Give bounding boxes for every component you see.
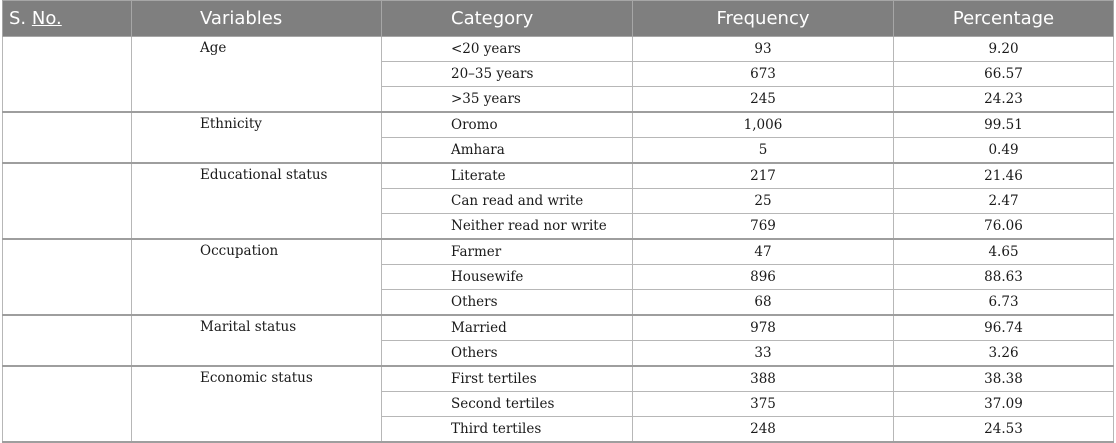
category-cell: Farmer <box>382 239 633 265</box>
frequency-cell: 68 <box>633 290 894 316</box>
frequency-cell: 248 <box>633 417 894 443</box>
table-row <box>3 37 1114 62</box>
header-row <box>3 1 1114 37</box>
table-body <box>3 37 1114 443</box>
category-cell: Neither read nor write <box>382 214 633 240</box>
category-cell: Literate <box>382 163 633 189</box>
header-category: Category <box>382 1 633 37</box>
sno-cell <box>3 239 132 315</box>
sno-cell <box>3 163 132 239</box>
percentage-cell: 96.74 <box>894 315 1114 341</box>
category-cell: 20–35 years <box>382 62 633 87</box>
percentage-cell: 21.46 <box>894 163 1114 189</box>
category-cell: Can read and write <box>382 189 633 214</box>
frequency-cell: 978 <box>633 315 894 341</box>
table-row <box>3 315 1114 341</box>
frequency-cell: 1,006 <box>633 112 894 138</box>
percentage-cell: 66.57 <box>894 62 1114 87</box>
frequency-cell: 5 <box>633 138 894 164</box>
category-cell: Oromo <box>382 112 633 138</box>
header-sno-suffix: No. <box>31 8 62 29</box>
frequency-cell: 388 <box>633 366 894 392</box>
percentage-cell: 2.47 <box>894 189 1114 214</box>
frequency-cell: 375 <box>633 392 894 417</box>
percentage-cell: 99.51 <box>894 112 1114 138</box>
sno-cell <box>3 315 132 366</box>
frequency-cell: 33 <box>633 341 894 367</box>
category-cell: <20 years <box>382 37 633 62</box>
category-cell: Others <box>382 290 633 316</box>
frequency-cell: 245 <box>633 87 894 113</box>
header-percentage: Percentage <box>894 1 1114 37</box>
category-cell: Housewife <box>382 265 633 290</box>
characteristics-table <box>2 0 1114 443</box>
variable-cell: Educational status <box>132 163 382 239</box>
percentage-cell: 9.20 <box>894 37 1114 62</box>
frequency-cell: 673 <box>633 62 894 87</box>
category-cell: Married <box>382 315 633 341</box>
frequency-cell: 25 <box>633 189 894 214</box>
percentage-cell: 38.38 <box>894 366 1114 392</box>
variable-cell: Marital status <box>132 315 382 366</box>
percentage-cell: 76.06 <box>894 214 1114 240</box>
table-header <box>3 1 1114 37</box>
sno-cell <box>3 366 132 442</box>
percentage-cell: 6.73 <box>894 290 1114 316</box>
variable-cell: Age <box>132 37 382 113</box>
variable-cell: Occupation <box>132 239 382 315</box>
percentage-cell: 0.49 <box>894 138 1114 164</box>
table-row <box>3 112 1114 138</box>
category-cell: Amhara <box>382 138 633 164</box>
percentage-cell: 37.09 <box>894 392 1114 417</box>
percentage-cell: 88.63 <box>894 265 1114 290</box>
sno-cell <box>3 112 132 163</box>
header-variables: Variables <box>132 1 382 37</box>
table-row <box>3 163 1114 189</box>
frequency-cell: 896 <box>633 265 894 290</box>
variable-cell: Ethnicity <box>132 112 382 163</box>
frequency-cell: 47 <box>633 239 894 265</box>
table-row <box>3 239 1114 265</box>
header-sno <box>3 1 132 37</box>
sno-cell <box>3 37 132 113</box>
percentage-cell: 24.23 <box>894 87 1114 113</box>
category-cell: Third tertiles <box>382 417 633 443</box>
frequency-cell: 217 <box>633 163 894 189</box>
percentage-cell: 4.65 <box>894 239 1114 265</box>
header-frequency: Frequency <box>633 1 894 37</box>
percentage-cell: 3.26 <box>894 341 1114 367</box>
frequency-cell: 769 <box>633 214 894 240</box>
table-row <box>3 366 1114 392</box>
category-cell: Second tertiles <box>382 392 633 417</box>
category-cell: >35 years <box>382 87 633 113</box>
header-sno-prefix: S. <box>9 8 32 29</box>
frequency-cell: 93 <box>633 37 894 62</box>
category-cell: First tertiles <box>382 366 633 392</box>
category-cell: Others <box>382 341 633 367</box>
variable-cell: Economic status <box>132 366 382 442</box>
percentage-cell: 24.53 <box>894 417 1114 443</box>
